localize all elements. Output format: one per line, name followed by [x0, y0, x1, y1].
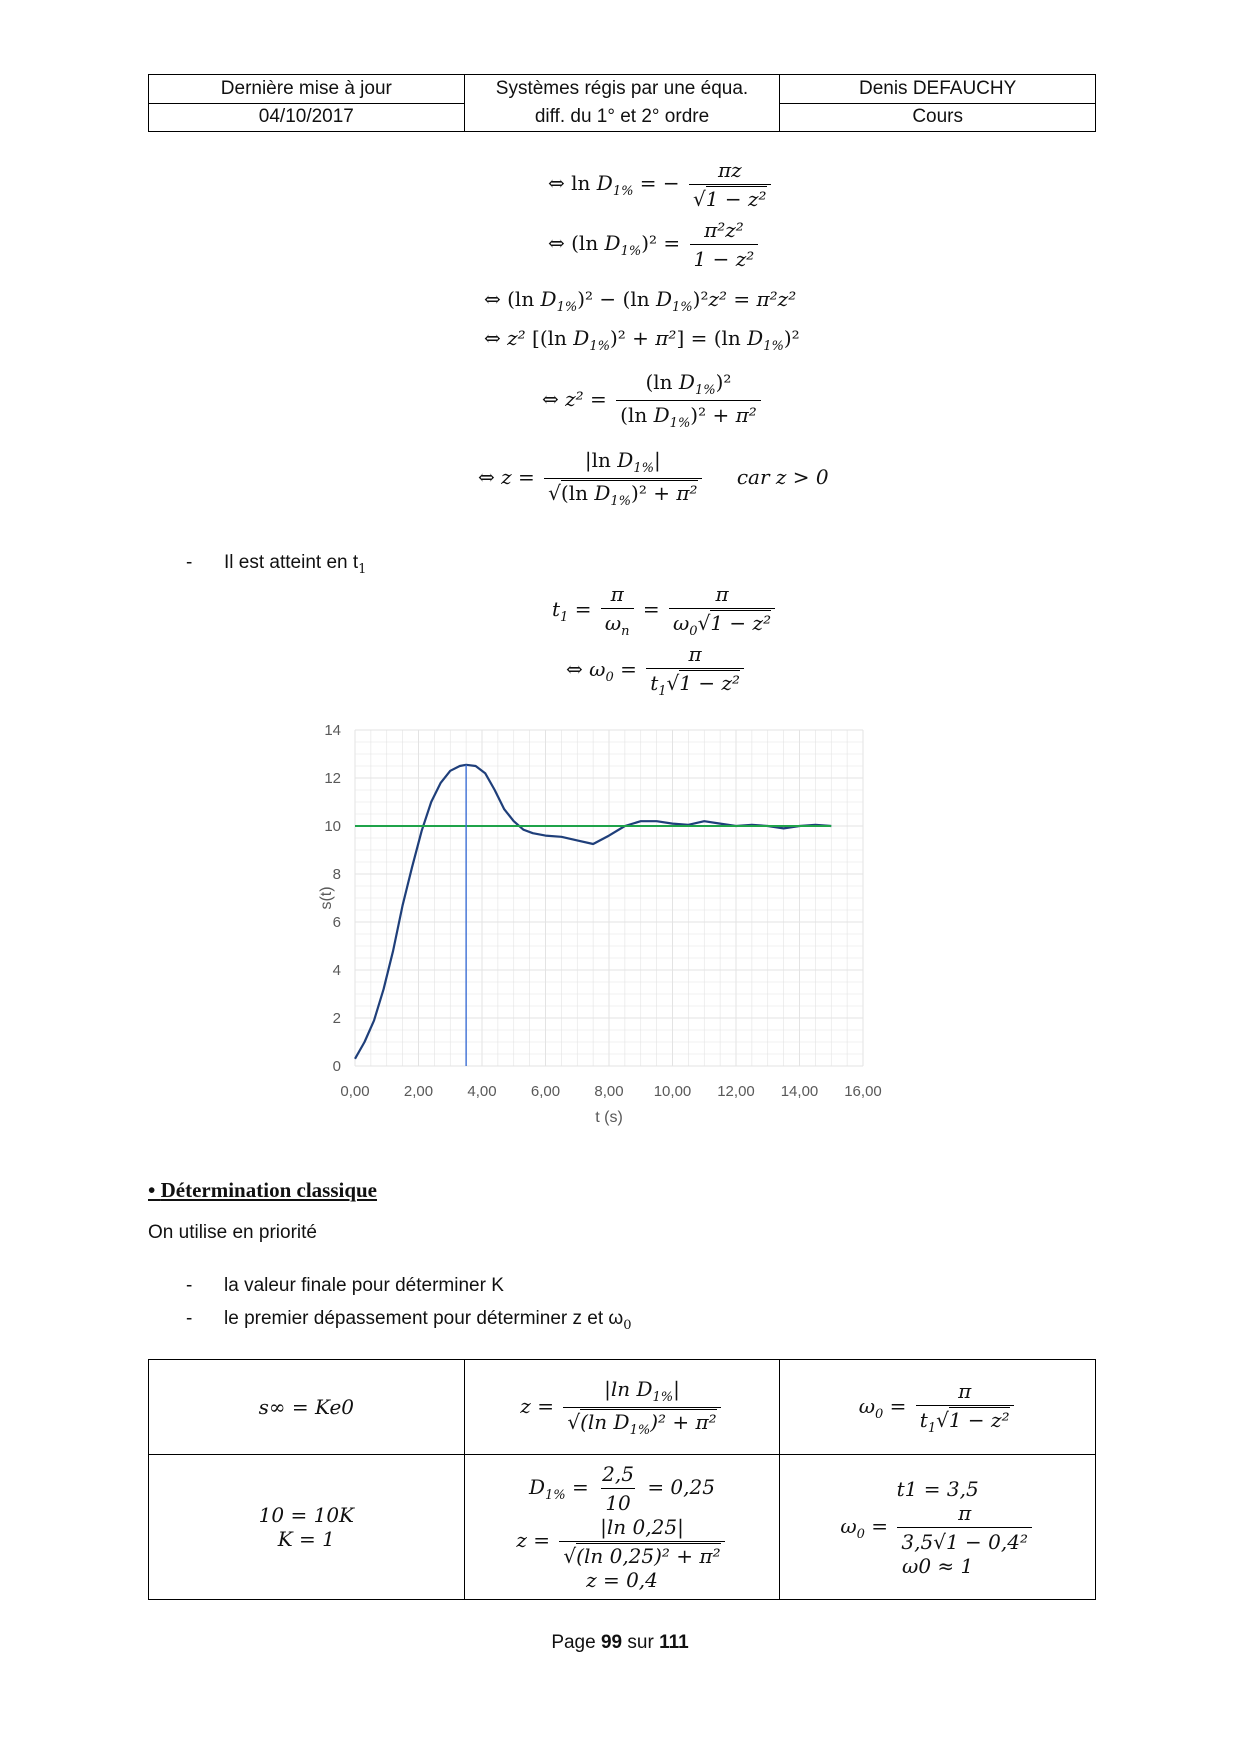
page-total: 111 — [659, 1632, 689, 1653]
x-tick-label: 12,00 — [717, 1083, 755, 1100]
car-condition: car z > 0 — [736, 465, 829, 489]
k-line-1: 10 = 10K — [258, 1503, 354, 1527]
x-tick-label: 0,00 — [340, 1083, 370, 1100]
bullet-t1-text: Il est atteint en t — [224, 552, 359, 573]
z-result: z = 0,4 — [586, 1568, 658, 1592]
y-tick-label: 4 — [332, 962, 341, 979]
equation-4: ⇔ z² [(ln $D_{1\%})^2 + \pi^2] = (\ln$ $D_{1\%})^2$ — [484, 326, 800, 354]
equation-1: ⇔ $\ln D_{1\%}$ = − $\frac{\pi z}{\text{√1 − z²}}$ — [548, 158, 774, 211]
doc-type: Cours — [780, 103, 1096, 132]
results-table — [148, 1359, 1096, 1600]
y-tick-label: 14 — [324, 722, 341, 739]
y-axis-label: s(t) — [318, 886, 335, 910]
dash-bullet: - — [186, 1308, 193, 1329]
x-tick-label: 14,00 — [780, 1083, 819, 1100]
y-tick-label: 10 — [324, 818, 341, 835]
update-date: 04/10/2017 — [149, 103, 465, 132]
equation-6: ⇔ z = $\frac{|\ln D_{1\%}|}{√(\ln D_{1\%})^2 + \pi^2}$ car z > 0 — [478, 448, 829, 509]
list-item-1: la valeur finale pour déterminer K — [224, 1275, 504, 1296]
k-line-2: K = 1 — [277, 1527, 335, 1551]
updated-label: Dernière mise à jour — [149, 75, 465, 104]
d-num: 2,5 — [602, 1462, 634, 1486]
list-item-2: le premier dépassement pour déterminer z et $\omega_0$ — [224, 1308, 632, 1333]
cell-omega-formula: $\omega_0$ = $\frac{\pi}{t_1√1 - z^2}$ — [780, 1360, 1096, 1455]
y-tick-label: 12 — [324, 770, 341, 787]
author: Denis DEFAUCHY — [780, 75, 1096, 104]
x-tick-label: 8,00 — [594, 1083, 624, 1100]
equation-omega0: ⇔ $\omega_0$ = $\frac{\pi}{t_1√1 - z^2}$ — [566, 642, 747, 699]
x-tick-label: 2,00 — [403, 1083, 434, 1100]
omega-result: ω0 ≈ 1 — [902, 1553, 974, 1578]
equation-t1: $t_1$ = $\frac{\pi}{\omega_n}$ = $\frac{\pi}{\omega_0√1 - z^2}$ — [552, 582, 778, 639]
x-axis-label: t (s) — [595, 1109, 623, 1126]
page-footer — [0, 1632, 1240, 1654]
d-den: 10 — [601, 1488, 634, 1515]
header-table — [148, 74, 1096, 132]
chart-grid — [355, 730, 863, 1066]
doc-title — [464, 75, 780, 132]
x-tick-label: 16,00 — [844, 1083, 882, 1100]
y-tick-label: 6 — [332, 914, 341, 931]
dash-bullet: - — [186, 1275, 193, 1296]
cell-z-formula: z = $\frac{|\ln D_{1\%}|}{√(\ln D_{1\%})^2 + \pi^2}$ — [464, 1360, 780, 1455]
x-tick-label: 6,00 — [530, 1083, 561, 1100]
y-tick-label: 8 — [332, 866, 341, 883]
d-value: = 0,25 — [647, 1475, 715, 1499]
section-title: • Détermination classique — [148, 1178, 378, 1202]
title-line-1: Systèmes régis par une équa. — [495, 78, 749, 99]
x-tick-labels — [340, 1083, 881, 1100]
y-tick-label: 0 — [332, 1058, 341, 1075]
step-response-chart — [317, 716, 1007, 1136]
cell-omega-calc: t1 = 3,5 $\omega_0$ = $\frac{\pi}{\text{3,5√1 − 0,4²}}$ ω0 ≈ 1 — [780, 1455, 1096, 1600]
footer-prefix: Page — [551, 1632, 601, 1653]
cell-k-calc — [149, 1455, 465, 1600]
footer-mid: sur — [622, 1632, 660, 1653]
x-tick-label: 4,00 — [467, 1083, 497, 1100]
bullet-t1: Il est atteint en $t_1$ — [224, 552, 367, 577]
list-item-2-text: le premier dépassement pour déterminer z et ω — [224, 1308, 624, 1329]
t1-value: t1 = 3,5 — [896, 1476, 979, 1501]
page-number: 99 — [600, 1632, 623, 1653]
section-title-text: Détermination classique — [160, 1178, 378, 1202]
equation-3: ⇔ (ln $D_{1\%})^2 - (\ln$ $D_{1\%})^2z^2 = \pi^2z^2$ — [484, 287, 797, 315]
dash-bullet: - — [186, 552, 193, 573]
x-tick-label: 10,00 — [653, 1083, 692, 1100]
z-num: |ln 0,25| — [600, 1515, 684, 1539]
omega-den: 3,5√1 − 0,4² — [897, 1527, 1032, 1554]
title-line-2: diff. du 1° et 2° ordre — [534, 106, 710, 127]
cell-z-calc: $D_{1\%}$ = $\frac{2,5}{10}$ = 0,25 z = $\frac{|\ln 0,25|}{\text{√(ln 0,25)² + π²}}$ z = 0,4 — [464, 1455, 780, 1600]
intro-text: On utilise en priorité — [148, 1222, 317, 1243]
equation-5: ⇔ z² = $\frac{(\ln D_{1\%})^2}{(\ln D_{1\%})^2 + \pi^2}$ — [542, 370, 764, 431]
cell-s-inf: s∞ = Ke0 — [149, 1360, 465, 1455]
equation-2: ⇔ (ln $D_{1\%})^2$ = $\frac{\text{π²z²}}{\text{1 − z²}}$ — [548, 218, 761, 271]
y-tick-label: 2 — [332, 1010, 341, 1027]
